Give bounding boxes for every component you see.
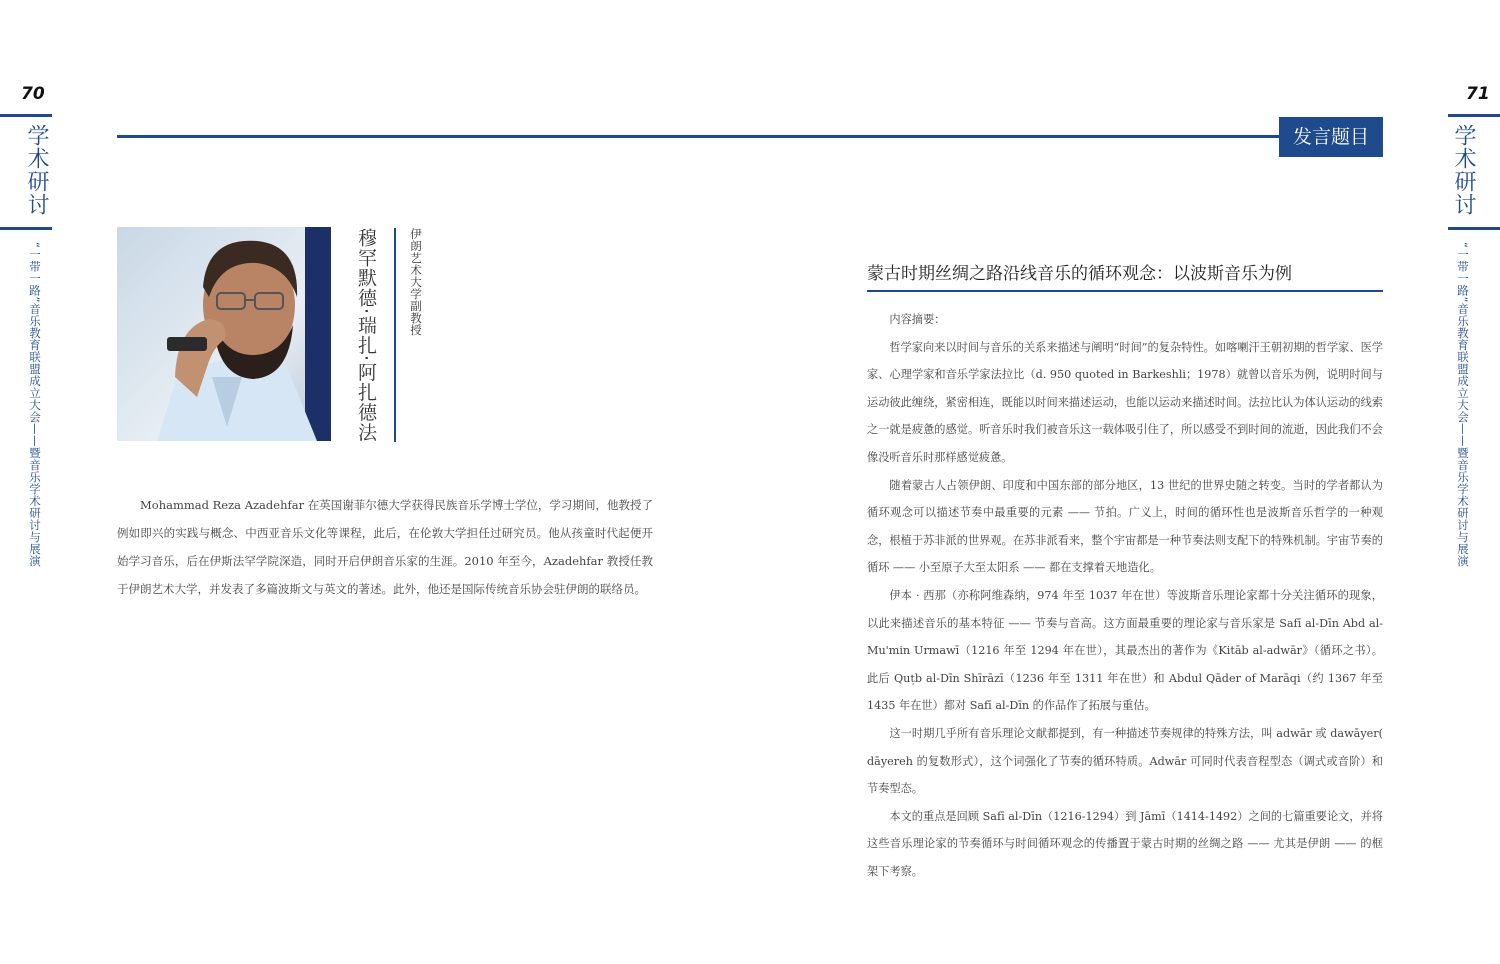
page-number-left: 70 xyxy=(21,84,45,104)
side-rule-top-right xyxy=(1448,114,1500,117)
speaker-portrait-image xyxy=(117,227,331,441)
speaker-title: 伊朗艺术大学副教授 xyxy=(409,228,423,336)
speaker-name: 穆罕默德·瑞扎·阿扎德法 xyxy=(355,228,377,443)
article-paragraph: 伊本 · 西那（亦称阿维森纳，974 年至 1037 年在世）等波斯音乐理论家都十分关注循环的现象，以此来描述音乐的基本特征 —— 节奏与音高。这方面最重要的理论家与音乐家是 Safī al-Dīn Abd al-Mu'min Urmawī（1216 年至 1294 年在世），其最杰出的著作为《Kitāb al-adwār》（循环之书）。此后 Quṭb al-Dīn Shīrāzī（1236 年至 1311 年在世）和 Abdul Qāder of Marāqi（约 1367 年至 1435 年在世）都对 Safī al-Dīn 的作品作了拓展与重估。 xyxy=(867,588,1383,713)
speaker-bio xyxy=(117,491,653,603)
header-rule xyxy=(117,135,1281,138)
article-paragraph: 随着蒙古人占领伊朗、印度和中国东部的部分地区，13 世纪的世界史随之转变。当时的学者都认为循环观念可以描述节奏中最重要的元素 —— 节拍。广义上，时间的循环性也是波斯音乐哲学的一种观念，根植于苏非派的世界观。在苏非派看来，整个宇宙都是一种节奏法则支配下的特殊机制。宇宙节奏的循环 —— 小至原子大至太阳系 —— 都在支撑着天地造化。 xyxy=(867,478,1383,575)
article-paragraph: 这一时期几乎所有音乐理论文献都提到，有一种描述节奏规律的特殊方法，叫 adwār 或 dawāyer( dāyereh 的复数形式），这个词强化了节奏的循环特质。Adwār 可同时代表音程型态（调式或音阶）和节奏型态。 xyxy=(867,726,1383,796)
article-paragraph: 哲学家向来以时间与音乐的关系来描述与阐明“时间”的复杂特性。如喀喇汗王朝初期的哲学家、医学家、心理学家和音乐学家法拉比（d. 950 quoted in Barkeshli；1978）就曾以音乐为例，说明时间与运动彼此缠绕，紧密相连，既能以时间来描述运动，也能以运动来描述时间。法拉比认为体认运动的线索之一就是疲惫的感觉。听音乐时我们被音乐这一载体吸引住了，所以感受不到时间的流逝，因此我们不会像没听音乐时那样感觉疲惫。 xyxy=(867,340,1383,464)
page-number-right: 71 xyxy=(1466,84,1490,104)
article-paragraph: 本文的重点是回顾 Safī al-Dīn（1216-1294）到 Jāmī（1414-1492）之间的七篇重要论文，并将这些音乐理论家的节奏循环与时间循环观念的传播置于蒙古时期的丝绸之路 —— 尤其是伊朗 —— 的框架下考察。 xyxy=(867,809,1383,878)
event-title-right: “一带一路”音乐教育联盟成立大会——暨音乐学术研讨与展演 xyxy=(1456,242,1470,567)
abstract-label: 内容摘要： xyxy=(889,313,946,326)
side-rule-top-left xyxy=(0,114,52,117)
article-title: 蒙古时期丝绸之路沿线音乐的循环观念：以波斯音乐为例 xyxy=(867,264,1292,284)
side-rule-bottom-left xyxy=(0,227,52,230)
section-tag: 发言题目 xyxy=(1279,117,1383,157)
speaker-photo xyxy=(117,227,331,441)
side-rule-bottom-right xyxy=(1448,227,1500,230)
article-body xyxy=(867,306,1383,885)
article-title-rule xyxy=(867,290,1383,292)
section-heading-right: 学术研讨 xyxy=(1451,124,1476,216)
speaker-bio-text: Mohammad Reza Azadehfar 在英国谢菲尔德大学获得民族音乐学博士学位，学习期间，他教授了例如即兴的实践与概念、中西亚音乐文化等课程，此后，在伦敦大学担任过研究员。他从孩童时代起便开始学习音乐，后在伊斯法罕学院深造，同时开启伊朗音乐家的生涯。2010 年至今，Azadehfar 教授任教于伊朗艺术大学，并发表了多篇波斯文与英文的著述。此外，他还是国际传统音乐协会驻伊朗的联络员。 xyxy=(117,498,653,596)
section-heading-left: 学术研讨 xyxy=(24,124,49,216)
event-title-left: “一带一路”音乐教育联盟成立大会——暨音乐学术研讨与展演 xyxy=(28,242,42,567)
name-divider xyxy=(394,228,396,442)
